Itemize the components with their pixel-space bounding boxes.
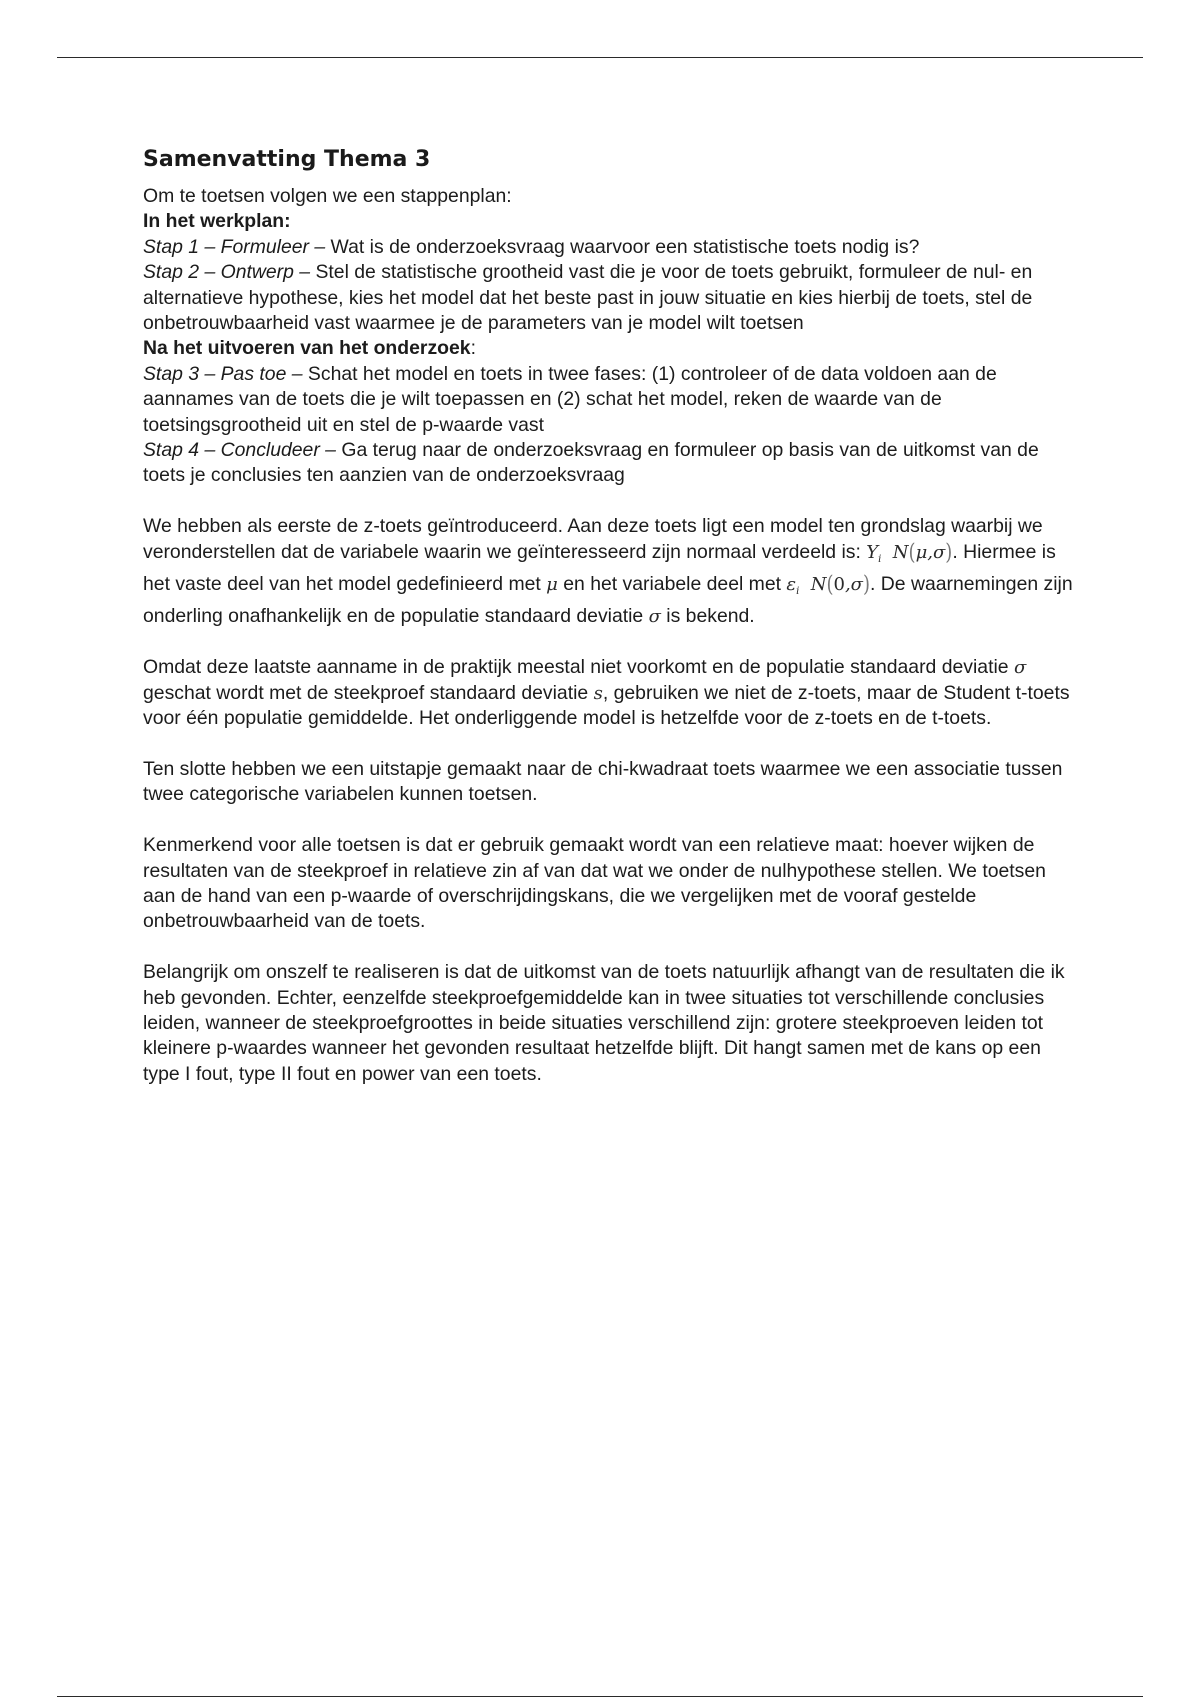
paragraph-chi-kwadraat: Ten slotte hebben we een uitstapje gemaakt naar de chi-kwadraat toets waarmee we een associatie tussen twee categorische variabelen kunnen toetsen. — [143, 757, 1063, 806]
t-text-3: , gebruiken we niet de z-toets, maar de Student t-toets voor één populatie gemiddelde. Het onderliggende model is hetzelfde voor de z-toets en de t-toets. — [143, 681, 1070, 730]
formula-y-normal: $Y_i$ N(μ,σ) — [866, 538, 953, 566]
document-title: Samenvatting Thema 3 — [143, 147, 431, 172]
step-2-label: Stap 2 – Ontwerp – — [143, 261, 311, 284]
math-sub-i: i — [878, 553, 882, 565]
math-sub-i-2: i — [796, 586, 800, 598]
step-1 — [143, 235, 1073, 260]
step-3 — [143, 362, 1073, 438]
step-2-text: Stel de statistische grootheid vast die je voor de toets gebruikt, formuleer de nul- en alternatieve hypothese, kies het model dat het beste past in jouw situatie en kies hierbij de toets, stel de onbetrouwbaarheid vast waarmee je de parameters van je model wilt toetsen — [143, 261, 1033, 335]
step-1-label: Stap 1 – Formuleer – — [143, 235, 326, 258]
z-text-4: . De waarnemingen zijn onderling onafhankelijk en de populatie standaard deviatie — [143, 573, 1073, 628]
math-sigma-arg: ,σ — [844, 574, 863, 596]
math-mu: μ — [546, 574, 558, 596]
math-mu-sigma: μ,σ — [915, 541, 946, 563]
step-3-label: Stap 3 – Pas toe – — [143, 362, 303, 385]
t-text-2: geschat wordt met de steekproef standaard deviatie — [143, 681, 594, 704]
step-4-label: Stap 4 – Concludeer – — [143, 439, 336, 462]
document-text — [143, 184, 1073, 1087]
paragraph-gap — [143, 808, 1073, 833]
intro-line: Om te toetsen volgen we een stappenplan: — [143, 185, 512, 207]
na-heading-line — [143, 336, 1073, 361]
step-1-text: Wat is de onderzoeksvraag waarvoor een statistische toets nodig is? — [325, 235, 920, 258]
t-text-1: Omdat deze laatste aanname in de praktijk meestal niet voorkomt en de populatie standaard deviatie — [143, 656, 1014, 679]
math-sigma-2: σ — [1013, 657, 1027, 679]
formula-eps-normal: $\varepsilon_i$ N(0,σ) — [786, 571, 870, 598]
z-text-1: We hebben als eerste de z-toets geïntroduceerd. Aan deze toets ligt een model ten grondslag waarbij we veronderstellen dat de variabele waarin we geïnteresseerd zijn normaal verdeeld is: — [143, 515, 1043, 563]
math-sigma: σ — [648, 606, 661, 628]
paragraph-z-toets — [143, 514, 1073, 630]
header-rule — [57, 57, 1143, 58]
paragraph-gap — [143, 935, 1073, 960]
footer-rule — [57, 1696, 1143, 1697]
math-n: N — [892, 541, 909, 563]
step-4 — [143, 438, 1073, 489]
paragraph-t-toets — [143, 655, 1073, 731]
math-zero: 0 — [833, 574, 845, 596]
werkplan-heading: In het werkplan: — [143, 210, 291, 233]
na-heading-colon: : — [470, 337, 476, 360]
math-epsilon: ε — [786, 574, 797, 596]
step-2 — [143, 260, 1073, 336]
math-n-2: N — [810, 574, 827, 596]
paragraph-gap — [143, 489, 1073, 514]
na-heading: Na het uitvoeren van het onderzoek — [143, 337, 471, 360]
z-text-3: en het variabele deel met — [557, 573, 787, 596]
paragraph-relatieve-maat: Kenmerkend voor alle toetsen is dat er gebruik gemaakt wordt van een relatieve maat: hoever wijken de resultaten van de steekproef in relatieve zin af van dat wat we onder de nulhypothese stellen. We toetsen aan de hand van een p-waarde of overschrijdingskans, die we vergelijken met de vooraf gestelde onbetrouwbaarheid van de toets. — [143, 834, 1046, 933]
paragraph-gap — [143, 630, 1073, 655]
paragraph-gap — [143, 732, 1073, 757]
z-text-2: . Hiermee is het vaste deel van het model gedefinieerd met — [143, 540, 1056, 596]
step-4-text: Ga terug naar de onderzoeksvraag en formuleer op basis van de uitkomst van de toets je conclusies ten aanzien van de onderzoeksvraag — [143, 439, 1039, 487]
paragraph-belangrijk: Belangrijk om onszelf te realiseren is dat de uitkomst van de toets natuurlijk afhangt van de resultaten die ik heb gevonden. Echter, eenzelfde steekproefgemiddelde kan in twee situaties tot verschillende conclusies leiden, wanneer de steekproefgroottes in beide situaties verschillend zijn: grotere steekproeven leiden tot kleinere p-waardes wanneer het gevonden resultaat hetzelfde blijft. Dit hangt samen met de kans op een type I fout, type II fout en power van een toets. — [143, 961, 1065, 1085]
math-s: s — [593, 682, 603, 704]
document-body — [143, 146, 1073, 1087]
z-text-5: is bekend. — [660, 605, 755, 628]
math-y: Y — [866, 541, 879, 563]
step-3-text: Schat het model en toets in twee fases: (1) controleer of de data voldoen aan de aannames van de toets die je wilt toepassen en (2) schat het model, reken de waarde van de toetsingsgrootheid uit en stel de p-waarde vast — [143, 362, 997, 436]
